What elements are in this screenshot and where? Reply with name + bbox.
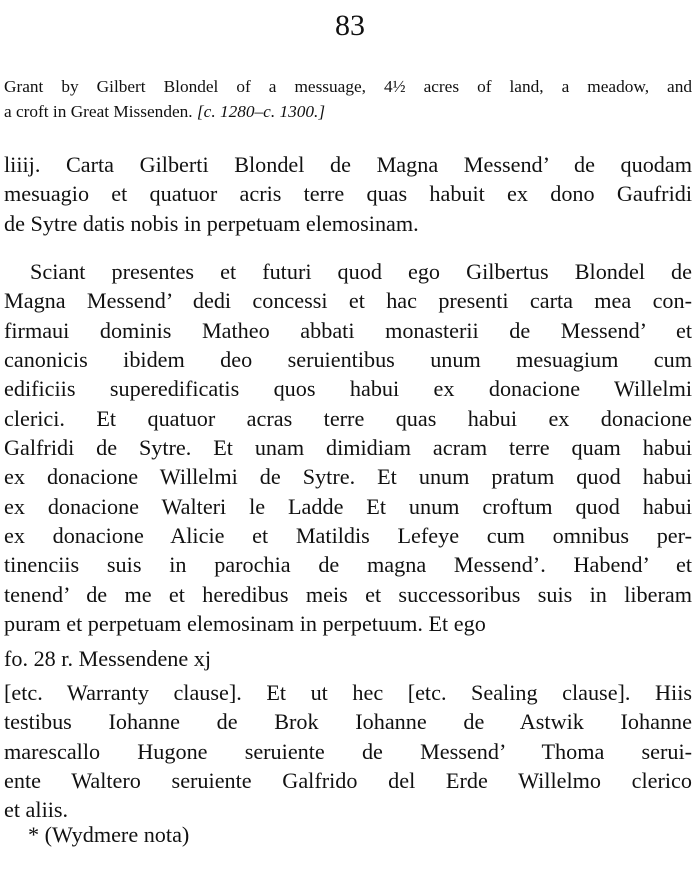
summary-line: Grant by Gilbert Blondel of a messuage, 4½ acres of land, a meadow, and xyxy=(4,77,692,96)
charter-line: firmaui dominis Matheo abbati monasterii de Messend’ et xyxy=(4,317,692,343)
charter-line: clerici. Et quatuor acras terre quas habui ex donacione xyxy=(4,405,692,431)
charter-line: Galfridi de Sytre. Et unam dimidiam acram terre quam habui xyxy=(4,435,692,461)
note-line: * (Wydmere nota) xyxy=(28,822,190,847)
witness-line: et aliis. xyxy=(4,797,69,823)
marginal-note xyxy=(4,820,692,849)
witness-line: marescallo Hugone seruiente de Messend’ Thoma serui- xyxy=(4,738,692,764)
charter-line: tinenciis suis in parochia de magna Messend’. Habend’ et xyxy=(4,552,692,578)
witness-line: ente Waltero seruiente Galfrido del Erde Willelmo clerico xyxy=(4,767,692,793)
summary-line-text: a croft in Great Missenden. xyxy=(4,102,193,121)
folio-marker xyxy=(4,643,692,674)
charter-line: Magna Messend’ dedi concessi et hac presenti carta mea con- xyxy=(4,288,692,314)
charter-line: Sciant presentes et futuri quod ego Gilbertus Blondel de xyxy=(30,259,692,284)
page-number: 83 xyxy=(335,9,365,42)
witness-line: testibus Iohanne de Brok Iohanne de Astwik Iohanne xyxy=(4,709,692,735)
folio-line: fo. 28 r. Messendene xj xyxy=(4,646,212,671)
witness-line: [etc. Warranty clause]. Et ut hec [etc. Sealing clause]. Hiis xyxy=(4,680,692,705)
charter-line: ex donacione Alicie et Matildis Lefeye cum omnibus per- xyxy=(4,523,692,549)
charter-line: puram et perpetuam elemosinam in perpetuum. Et ego xyxy=(4,611,486,637)
summary-line xyxy=(4,99,692,124)
heading-line: mesuagio et quatuor acris terre quas habuit ex dono Gaufridi xyxy=(4,181,692,207)
heading-line: de Sytre datis nobis in perpetuam elemosinam. xyxy=(4,210,419,236)
charter-line: edificiis superedificatis quos habui ex donacione Willelmi xyxy=(4,376,692,402)
witness-clause xyxy=(4,678,692,824)
summary-dates: [c. 1280–c. 1300.] xyxy=(196,102,326,121)
charter-text xyxy=(4,257,692,638)
charter-line: ex donacione Walteri le Ladde Et unum croftum quod habui xyxy=(4,493,692,519)
charter-line: tenend’ de me et heredibus meis et successoribus suis in liberam xyxy=(4,581,692,607)
charter-heading xyxy=(4,150,692,238)
document-summary xyxy=(4,74,692,124)
charter-line: ex donacione Willelmi de Sytre. Et unum pratum quod habui xyxy=(4,464,692,490)
heading-line: liiij. Carta Gilberti Blondel de Magna Messend’ de quodam xyxy=(4,152,692,177)
charter-line: canonicis ibidem deo seruientibus unum mesuagium cum xyxy=(4,347,692,373)
